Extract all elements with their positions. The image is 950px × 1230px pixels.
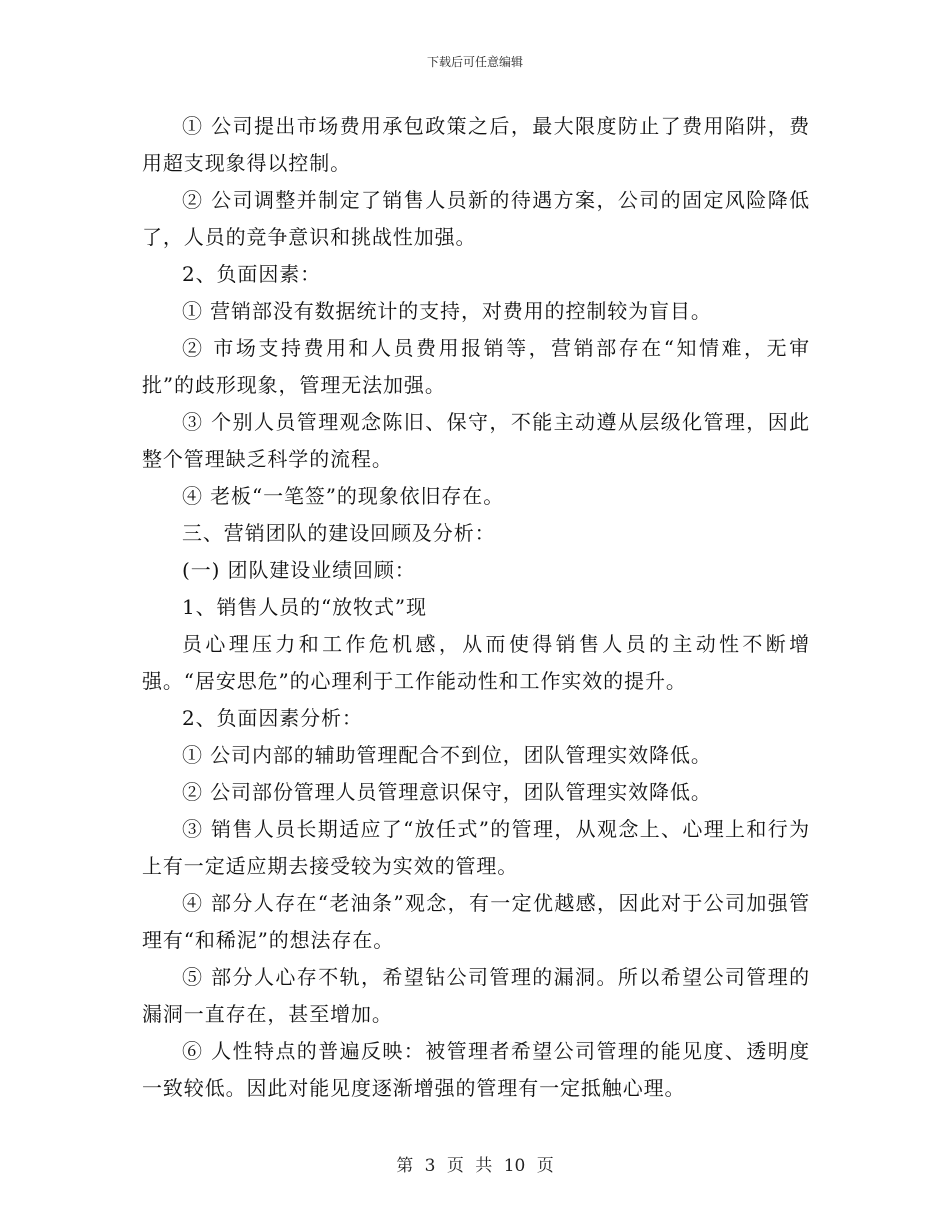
paragraph-2: ② 公司调整并制定了销售人员新的待遇方案，公司的固定风险降低了，人员的竞争意识和挑战性加强。 — [142, 188, 810, 249]
paragraph-16: ④ 部分人存在“老油条”观念，有一定优越感，因此对于公司加强管理有“和稀泥”的想法存在。 — [142, 891, 810, 952]
paragraph-10: 1、销售人员的“放牧式”现 — [182, 595, 427, 619]
paragraph-11: 员心理压力和工作危机感，从而使得销售人员的主动性不断增强。“居安思危”的心理利于工作能动性和工作实效的提升。 — [142, 632, 810, 693]
paragraph-7: ④ 老板“一笔签”的现象依旧存在。 — [182, 484, 505, 508]
paragraph-17: ⑤ 部分人心存不轨，希望钻公司管理的漏洞。所以希望公司管理的漏洞一直存在，甚至增加。 — [142, 965, 810, 1026]
paragraph-14: ② 公司部份管理人员管理意识保守，团队管理实效降低。 — [182, 780, 712, 804]
document-body — [142, 108, 810, 1107]
page-header: 下载后可任意编辑 — [426, 55, 523, 69]
paragraph-4: ① 营销部没有数据统计的支持，对费用的控制较为盲目。 — [182, 299, 712, 323]
paragraph-3: 2、负面因素： — [182, 262, 322, 286]
paragraph-18: ⑥ 人性特点的普遍反映：被管理者希望公司管理的能见度、透明度一致较低。因此对能见度逐渐增强的管理有一定抵触心理。 — [142, 1039, 810, 1100]
paragraph-6: ③ 个别人员管理观念陈旧、保守，不能主动遵从层级化管理，因此整个管理缺乏科学的流程。 — [142, 410, 810, 471]
paragraph-15: ③ 销售人员长期适应了“放任式”的管理，从观念上、心理上和行为上有一定适应期去接受较为实效的管理。 — [142, 817, 810, 878]
page-footer: 第 3 页 共 10 页 — [396, 1156, 554, 1176]
paragraph-9: (一) 团队建设业绩回顾： — [182, 558, 416, 582]
paragraph-8: 三、营销团队的建设回顾及分析： — [182, 521, 496, 545]
paragraph-5: ② 市场支持费用和人员费用报销等，营销部存在“知情难，无审批”的歧形现象，管理无法加强。 — [142, 336, 810, 397]
paragraph-1: ① 公司提出市场费用承包政策之后，最大限度防止了费用陷阱，费用超支现象得以控制。 — [142, 114, 810, 175]
paragraph-12: 2、负面因素分析： — [182, 706, 363, 730]
paragraph-13: ① 公司内部的辅助管理配合不到位，团队管理实效降低。 — [182, 743, 712, 767]
